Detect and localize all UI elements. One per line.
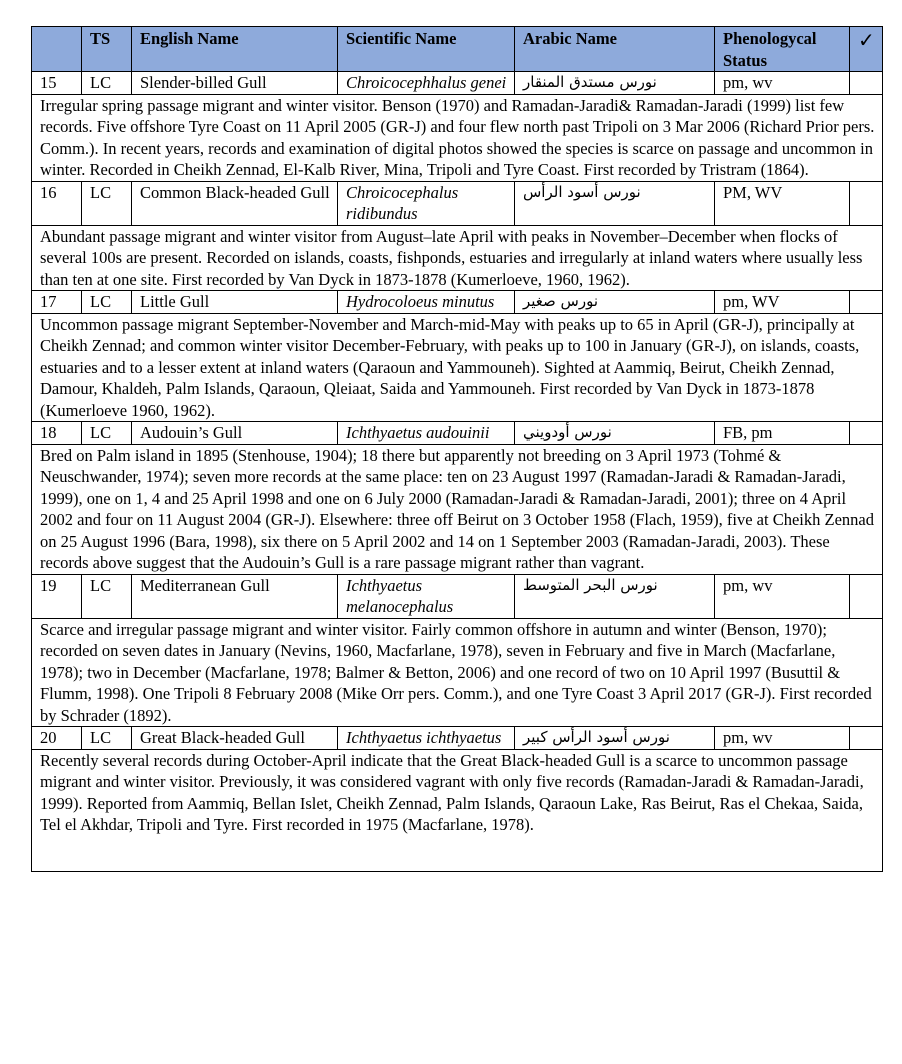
species-description: Bred on Palm island in 1895 (Stenhouse, 1904); 18 there but apparently not breeding on 3 April 1973 (Tohmé & Neuschwander, 1974); seven more records at the same place: ten on 23 August 1997 (Ramadan-Jaradi & Ramadan-Jaradi, 1999), one on 1, 4 and 25 April 1998 and one on 6 July 2000 (Ramadan-Jaradi & Ramadan-Jaradi, 2001); three on 4 April 2002 and four on 11 August 2004 (GR-J). Elsewhere: three off Beirut on 3 October 1958 (Flach, 1959), five at Cheikh Zennad on 25 August 1996 (Bara, 1998), six there on 5 April 2002 and 14 on 1 September 2003 (Ramadan-Jaradi, 2003). These records above suggest that the Audouin’s Gull is a rare passage migrant rather than vagrant. bbox=[32, 444, 883, 574]
species-row bbox=[32, 574, 883, 618]
species-description: Irregular spring passage migrant and winter visitor. Benson (1970) and Ramadan-Jaradi& Ramadan-Jaradi (1999) list few records. Five offshore Tyre Coast on 11 April 2005 (GR-J) and four flew north past Tripoli on 3 Mar 2006 (Richard Prior pers. Comm.). In recent years, records and examination of digital photos showed the species is scarce on passage and uncommon in winter. Recorded in Cheikh Zennad, El-Kalb River, Mina, Tripoli and Tyre Coast. First recorded by Tristram (1864). bbox=[32, 94, 883, 181]
species-description-row bbox=[32, 225, 883, 291]
arabic-name: نورس أسود الرأس كبير bbox=[515, 727, 715, 750]
document-page bbox=[31, 26, 882, 872]
arabic-name: نورس صغير bbox=[515, 291, 715, 314]
species-number: 15 bbox=[32, 72, 82, 95]
header-phenological-status: Phenologycal Status bbox=[715, 27, 850, 72]
species-description: Abundant passage migrant and winter visitor from August–late April with peaks in November–December when flocks of several 100s are present. Recorded on islands, coasts, fishponds, estuaries and irregularly at inland waters where usually less than ten at one site. First recorded by Van Dyck in 1873-1878 (Kumerloeve, 1960, 1962). bbox=[32, 225, 883, 291]
english-name: Great Black-headed Gull bbox=[132, 727, 338, 750]
species-row bbox=[32, 291, 883, 314]
english-name: Audouin’s Gull bbox=[132, 422, 338, 445]
threat-status: LC bbox=[82, 727, 132, 750]
species-description: Recently several records during October-April indicate that the Great Black-headed Gull is a scarce to uncommon passage migrant and winter visitor. Previously, it was considered vagrant with only five records (Ramadan-Jaradi & Ramadan-Jaradi, 1999). Reported from Aammiq, Bellan Islet, Cheikh Zennad, Palm Islands, Qaraoun Lake, Ras Beirut, Ras el Chekaa, Saida, Tel el Akhdar, Tripoli and Tyre. First recorded in 1975 (Macfarlane, 1978). bbox=[32, 749, 883, 871]
species-table bbox=[31, 26, 883, 872]
species-description-row bbox=[32, 313, 883, 422]
check-cell bbox=[850, 422, 883, 445]
scientific-name: Ichthyaetus melanocephalus bbox=[338, 574, 515, 618]
arabic-name: نورس مستدق المنقار bbox=[515, 72, 715, 95]
species-description: Scarce and irregular passage migrant and winter visitor. Fairly common offshore in autumn and winter (Benson, 1970); recorded on seven dates in January (Nevins, 1960, Macfarlane, 1978), seven in February and five in March (Macfarlane, 1978); two in December (Macfarlane, 1978; Balmer & Betton, 2006) and one record of two on 10 April 1997 (Busuttil & Flumm, 1998). One Tripoli 8 February 2008 (Mike Orr pers. Comm.), and one Tyre Coast 3 April 2017 (GR-J). First recorded by Schrader (1892). bbox=[32, 618, 883, 727]
scientific-name: Chroicocephalus ridibundus bbox=[338, 181, 515, 225]
threat-status: LC bbox=[82, 181, 132, 225]
checkmark-icon: ✓ bbox=[858, 28, 875, 52]
phenological-status: pm, wv bbox=[715, 727, 850, 750]
scientific-name: Chroicocephhalus genei bbox=[338, 72, 515, 95]
english-name: Common Black-headed Gull bbox=[132, 181, 338, 225]
threat-status: LC bbox=[82, 574, 132, 618]
species-row bbox=[32, 422, 883, 445]
species-number: 18 bbox=[32, 422, 82, 445]
arabic-name: نورس البحر المتوسط bbox=[515, 574, 715, 618]
arabic-name: نورس أودويني bbox=[515, 422, 715, 445]
threat-status: LC bbox=[82, 72, 132, 95]
species-description: Uncommon passage migrant September-November and March-mid-May with peaks up to 65 in April (GR-J), principally at Cheikh Zennad; and common winter visitor December-February, with peaks up to 100 in January (GR-J), on islands, coasts, estuaries and to a lesser extent at inland waters (Qaraoun and Yammouneh). Sighted at Aammiq, Beirut, Cheikh Zennad, Damour, Khaldeh, Palm Islands, Qaraoun, Qleiaat, Saida and Yammouneh. First recorded by Van Dyck in 1873-1878 (Kumerloeve 1960, 1962). bbox=[32, 313, 883, 422]
species-number: 17 bbox=[32, 291, 82, 314]
phenological-status: PM, WV bbox=[715, 181, 850, 225]
check-cell bbox=[850, 181, 883, 225]
header-ts: TS bbox=[82, 27, 132, 72]
header-scientific-name: Scientific Name bbox=[338, 27, 515, 72]
scientific-name: Hydrocoloeus minutus bbox=[338, 291, 515, 314]
scientific-name: Ichthyaetus ichthyaetus bbox=[338, 727, 515, 750]
species-description-row bbox=[32, 444, 883, 574]
species-number: 16 bbox=[32, 181, 82, 225]
scientific-name: Ichthyaetus audouinii bbox=[338, 422, 515, 445]
check-cell bbox=[850, 72, 883, 95]
species-number: 19 bbox=[32, 574, 82, 618]
phenological-status: pm, wv bbox=[715, 72, 850, 95]
threat-status: LC bbox=[82, 291, 132, 314]
species-row bbox=[32, 72, 883, 95]
species-description-row bbox=[32, 618, 883, 727]
species-description-row bbox=[32, 749, 883, 871]
header-english-name: English Name bbox=[132, 27, 338, 72]
header-arabic-name: Arabic Name bbox=[515, 27, 715, 72]
arabic-name: نورس أسود الرأس bbox=[515, 181, 715, 225]
english-name: Mediterranean Gull bbox=[132, 574, 338, 618]
species-row bbox=[32, 181, 883, 225]
species-description-row bbox=[32, 94, 883, 181]
species-number: 20 bbox=[32, 727, 82, 750]
table-header-row bbox=[32, 27, 883, 72]
phenological-status: FB, pm bbox=[715, 422, 850, 445]
check-cell bbox=[850, 291, 883, 314]
threat-status: LC bbox=[82, 422, 132, 445]
english-name: Little Gull bbox=[132, 291, 338, 314]
phenological-status: pm, WV bbox=[715, 291, 850, 314]
check-cell bbox=[850, 574, 883, 618]
header-check-icon bbox=[850, 27, 883, 72]
check-cell bbox=[850, 727, 883, 750]
english-name: Slender-billed Gull bbox=[132, 72, 338, 95]
phenological-status: pm, wv bbox=[715, 574, 850, 618]
species-row bbox=[32, 727, 883, 750]
header-number bbox=[32, 27, 82, 72]
